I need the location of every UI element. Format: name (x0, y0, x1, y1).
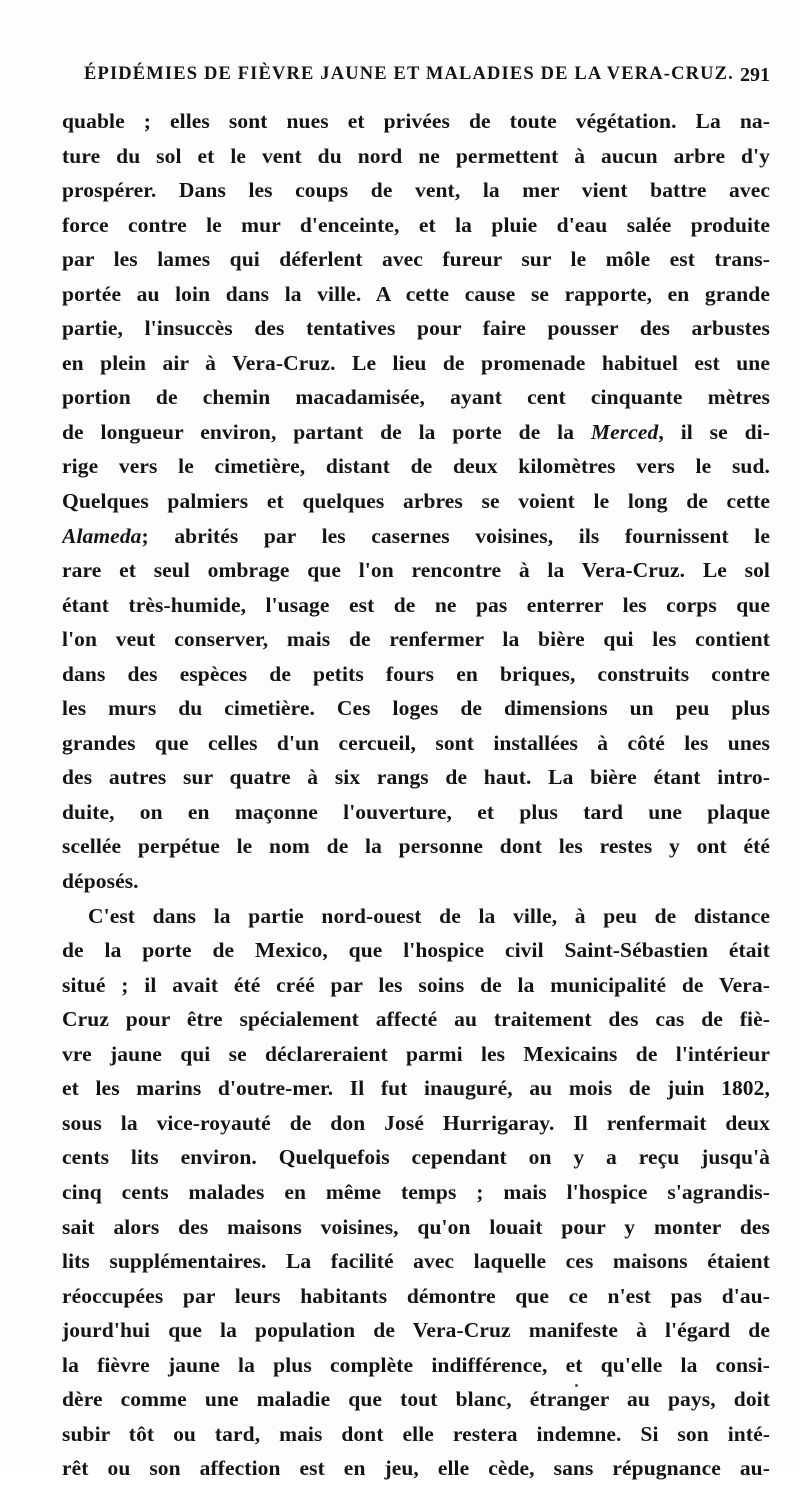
text-line: rige vers le cimetière, distant de deux kilomètres vers le sud. (62, 454, 770, 479)
text-line: situé ; il avait été créé par les soins de la municipalité de Vera- (62, 972, 770, 997)
text-line: l'on veut conserver, mais de renfermer la bière qui les contient (62, 627, 770, 652)
text-line: de longueur environ, partant de la porte de la Merced, il se di- (62, 419, 770, 444)
italic-term: Merced (590, 419, 659, 444)
text-line: dère comme une maladie que tout blanc, étranger au pays, doit (62, 1387, 770, 1412)
text-line: la fièvre jaune la plus complète indifférence, et qu'elle la consi- (62, 1352, 770, 1377)
text-line: cinq cents malades en même temps ; mais l'hospice s'agrandis- (62, 1179, 770, 1204)
text-line: grandes que celles d'un cercueil, sont installées à côté les unes (62, 730, 770, 755)
text-line: scellée perpétue le nom de la personne dont les restes y ont été (62, 834, 770, 859)
text-line: étant très-humide, l'usage est de ne pas enterrer les corps que (62, 592, 770, 617)
page-number: 291 (740, 64, 770, 86)
text-line: Quelques palmiers et quelques arbres se voient le long de cette (62, 489, 770, 514)
text-line: partie, l'insuccès des tentatives pour faire pousser des arbustes (62, 316, 770, 341)
text-line: prospérer. Dans les coups de vent, la mer vient battre avec (62, 178, 770, 203)
text-line: C'est dans la partie nord-ouest de la ville, à peu de distance (88, 903, 770, 928)
text-line: lits supplémentaires. La facilité avec laquelle ces maisons étaient (62, 1249, 770, 1274)
text-line: cents lits environ. Quelquefois cependant on y a reçu jusqu'à (62, 1145, 770, 1170)
text-line: duite, on en maçonne l'ouverture, et plus tard une plaque (62, 799, 770, 824)
text-line: subir tôt ou tard, mais dont elle restera indemne. Si son inté- (62, 1421, 770, 1446)
text-line: des autres sur quatre à six rangs de haut. La bière étant intro- (62, 765, 770, 790)
text-line: réoccupées par leurs habitants démontre que ce n'est pas d'au- (62, 1283, 770, 1308)
text-line: les murs du cimetière. Ces loges de dimensions un peu plus (62, 696, 770, 721)
text-line: portion de chemin macadamisée, ayant cent cinquante mètres (62, 385, 770, 410)
text-line: et les marins d'outre-mer. Il fut inauguré, au mois de juin 1802, (62, 1076, 770, 1101)
text-line: rêt ou son affection est en jeu, elle cède, sans répugnance au- (62, 1456, 770, 1481)
running-title: ÉPIDÉMIES DE FIÈVRE JAUNE ET MALADIES DE LA VERA-CRUZ. (84, 64, 734, 84)
text-line: déposés. (62, 869, 139, 894)
ink-speck (575, 1384, 578, 1387)
text-line: dans des espèces de petits fours en briques, construits contre (62, 661, 770, 686)
text-line: force contre le mur d'enceinte, et la pluie d'eau salée produite (62, 212, 770, 237)
text-line: portée au loin dans la ville. A cette cause se rapporte, en grande (62, 281, 770, 306)
text-line: jourd'hui que la population de Vera-Cruz manifeste à l'égard de (62, 1318, 770, 1343)
text-line: en plein air à Vera-Cruz. Le lieu de promenade habituel est une (62, 350, 770, 375)
text-line: sait alors des maisons voisines, qu'on louait pour y monter des (62, 1214, 770, 1239)
text-line: par les lames qui déferlent avec fureur sur le môle est trans- (62, 247, 770, 272)
text-line: quable ; elles sont nues et privées de toute végétation. La na- (62, 109, 770, 133)
text-line: sous la vice-royauté de don José Hurrigaray. Il renfermait deux (62, 1110, 770, 1135)
text-line: Alameda; abrités par les casernes voisines, ils fournissent le (62, 523, 770, 548)
text-line: vre jaune qui se déclareraient parmi les Mexicains de l'intérieur (62, 1041, 770, 1066)
text-line: Cruz pour être spécialement affecté au traitement des cas de fiè- (62, 1007, 770, 1032)
text-line: de la porte de Mexico, que l'hospice civil Saint-Sébastien était (62, 938, 770, 963)
text-line: rare et seul ombrage que l'on rencontre à la Vera-Cruz. Le sol (62, 558, 770, 583)
page-header (62, 64, 770, 92)
italic-term: Alameda (62, 523, 142, 548)
text-line: ture du sol et le vent du nord ne permettent à aucun arbre d'y (62, 143, 770, 168)
body-text (62, 104, 770, 1486)
